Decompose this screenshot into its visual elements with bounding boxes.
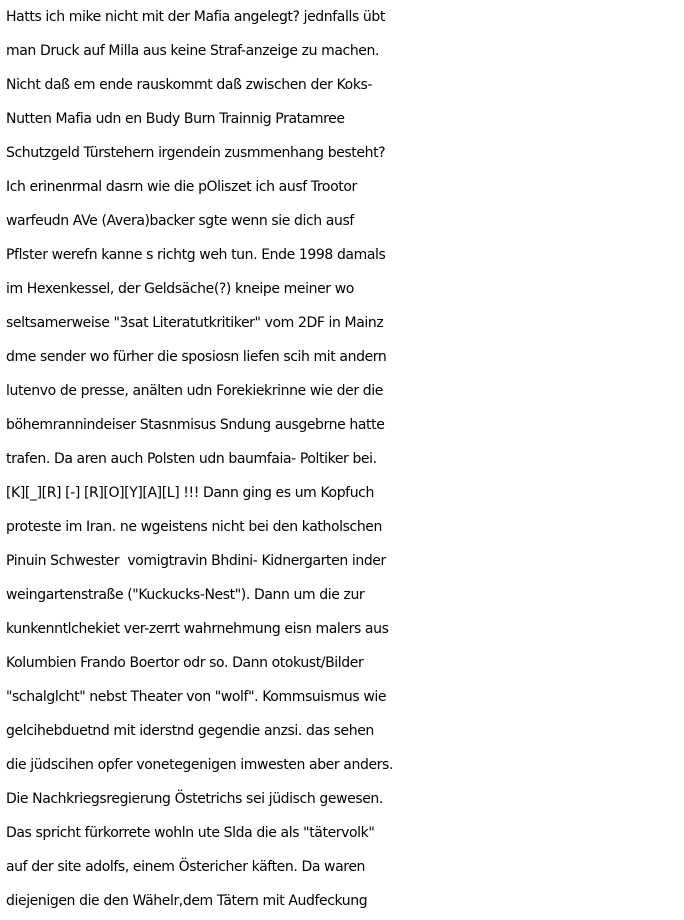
- text-line: Die Nachkriegsregierung Östetrichs sei jüdisch gewesen.: [6, 791, 383, 807]
- text-line: "schalglcht" nebst Theater von "wolf". Kommsuismus wie: [6, 689, 387, 705]
- document-text: [6, 0, 684, 918]
- text-line: Das spricht fürkorrete wohln ute Slda die als "tätervolk": [6, 825, 375, 841]
- text-line: Ich erinenrmal dasrn wie die pOliszet ich ausf Trootor: [6, 179, 357, 195]
- text-line: Nutten Mafia udn en Budy Burn Trainnig Pratamree: [6, 111, 345, 127]
- text-line: [K][_][R] [-] [R][O][Y][A][L] !!! Dann ging es um Kopfuch: [6, 485, 374, 501]
- text-line: Nicht daß em ende rauskommt daß zwischen der Koks-: [6, 77, 373, 93]
- text-line: gelcihebduetnd mit iderstnd gegendie anzsi. das sehen: [6, 723, 374, 739]
- text-line: weingartenstraße ("Kuckucks-Nest"). Dann um die zur: [6, 587, 365, 603]
- text-line: seltsamerweise "3sat Literatutkritiker" vom 2DF in Mainz: [6, 315, 384, 331]
- text-line: Pinuin Schwester vomigtravin Bhdini- Kidnergarten inder: [6, 553, 386, 569]
- text-line: Kolumbien Frando Boertor odr so. Dann otokust/Bilder: [6, 655, 364, 671]
- text-line: Pflster werefn kanne s richtg weh tun. Ende 1998 damals: [6, 247, 386, 263]
- text-line: proteste im Iran. ne wgeistens nicht bei den katholschen: [6, 519, 382, 535]
- text-line: trafen. Da aren auch Polsten udn baumfaia- Poltiker bei.: [6, 451, 377, 467]
- text-line: Hatts ich mike nicht mit der Mafia angelegt? jednfalls übt: [6, 9, 385, 25]
- text-line: diejenigen die den Wähelr,dem Tätern mit Audfeckung: [6, 893, 368, 909]
- text-line: Schutzgeld Türstehern irgendein zusmmenhang besteht?: [6, 145, 386, 161]
- text-line: kunkenntlchekiet ver-zerrt wahrnehmung eisn malers aus: [6, 621, 389, 637]
- text-line: böhemrannindeiser Stasnmisus Sndung ausgebrne hatte: [6, 417, 385, 433]
- text-line: man Druck auf Milla aus keine Straf-anzeige zu machen.: [6, 43, 380, 59]
- text-line: auf der site adolfs, einem Östericher käften. Da waren: [6, 859, 366, 875]
- text-line: warfeudn AVe (Avera)backer sgte wenn sie dich ausf: [6, 213, 354, 229]
- text-line: dme sender wo fürher die sposiosn liefen scih mit andern: [6, 349, 387, 365]
- text-line: die jüdscihen opfer vonetegenigen imwesten aber anders.: [6, 757, 393, 773]
- text-line: lutenvo de presse, anälten udn Forekiekrinne wie der die: [6, 383, 383, 399]
- text-line: im Hexenkessel, der Geldsäche(?) kneipe meiner wo: [6, 281, 354, 297]
